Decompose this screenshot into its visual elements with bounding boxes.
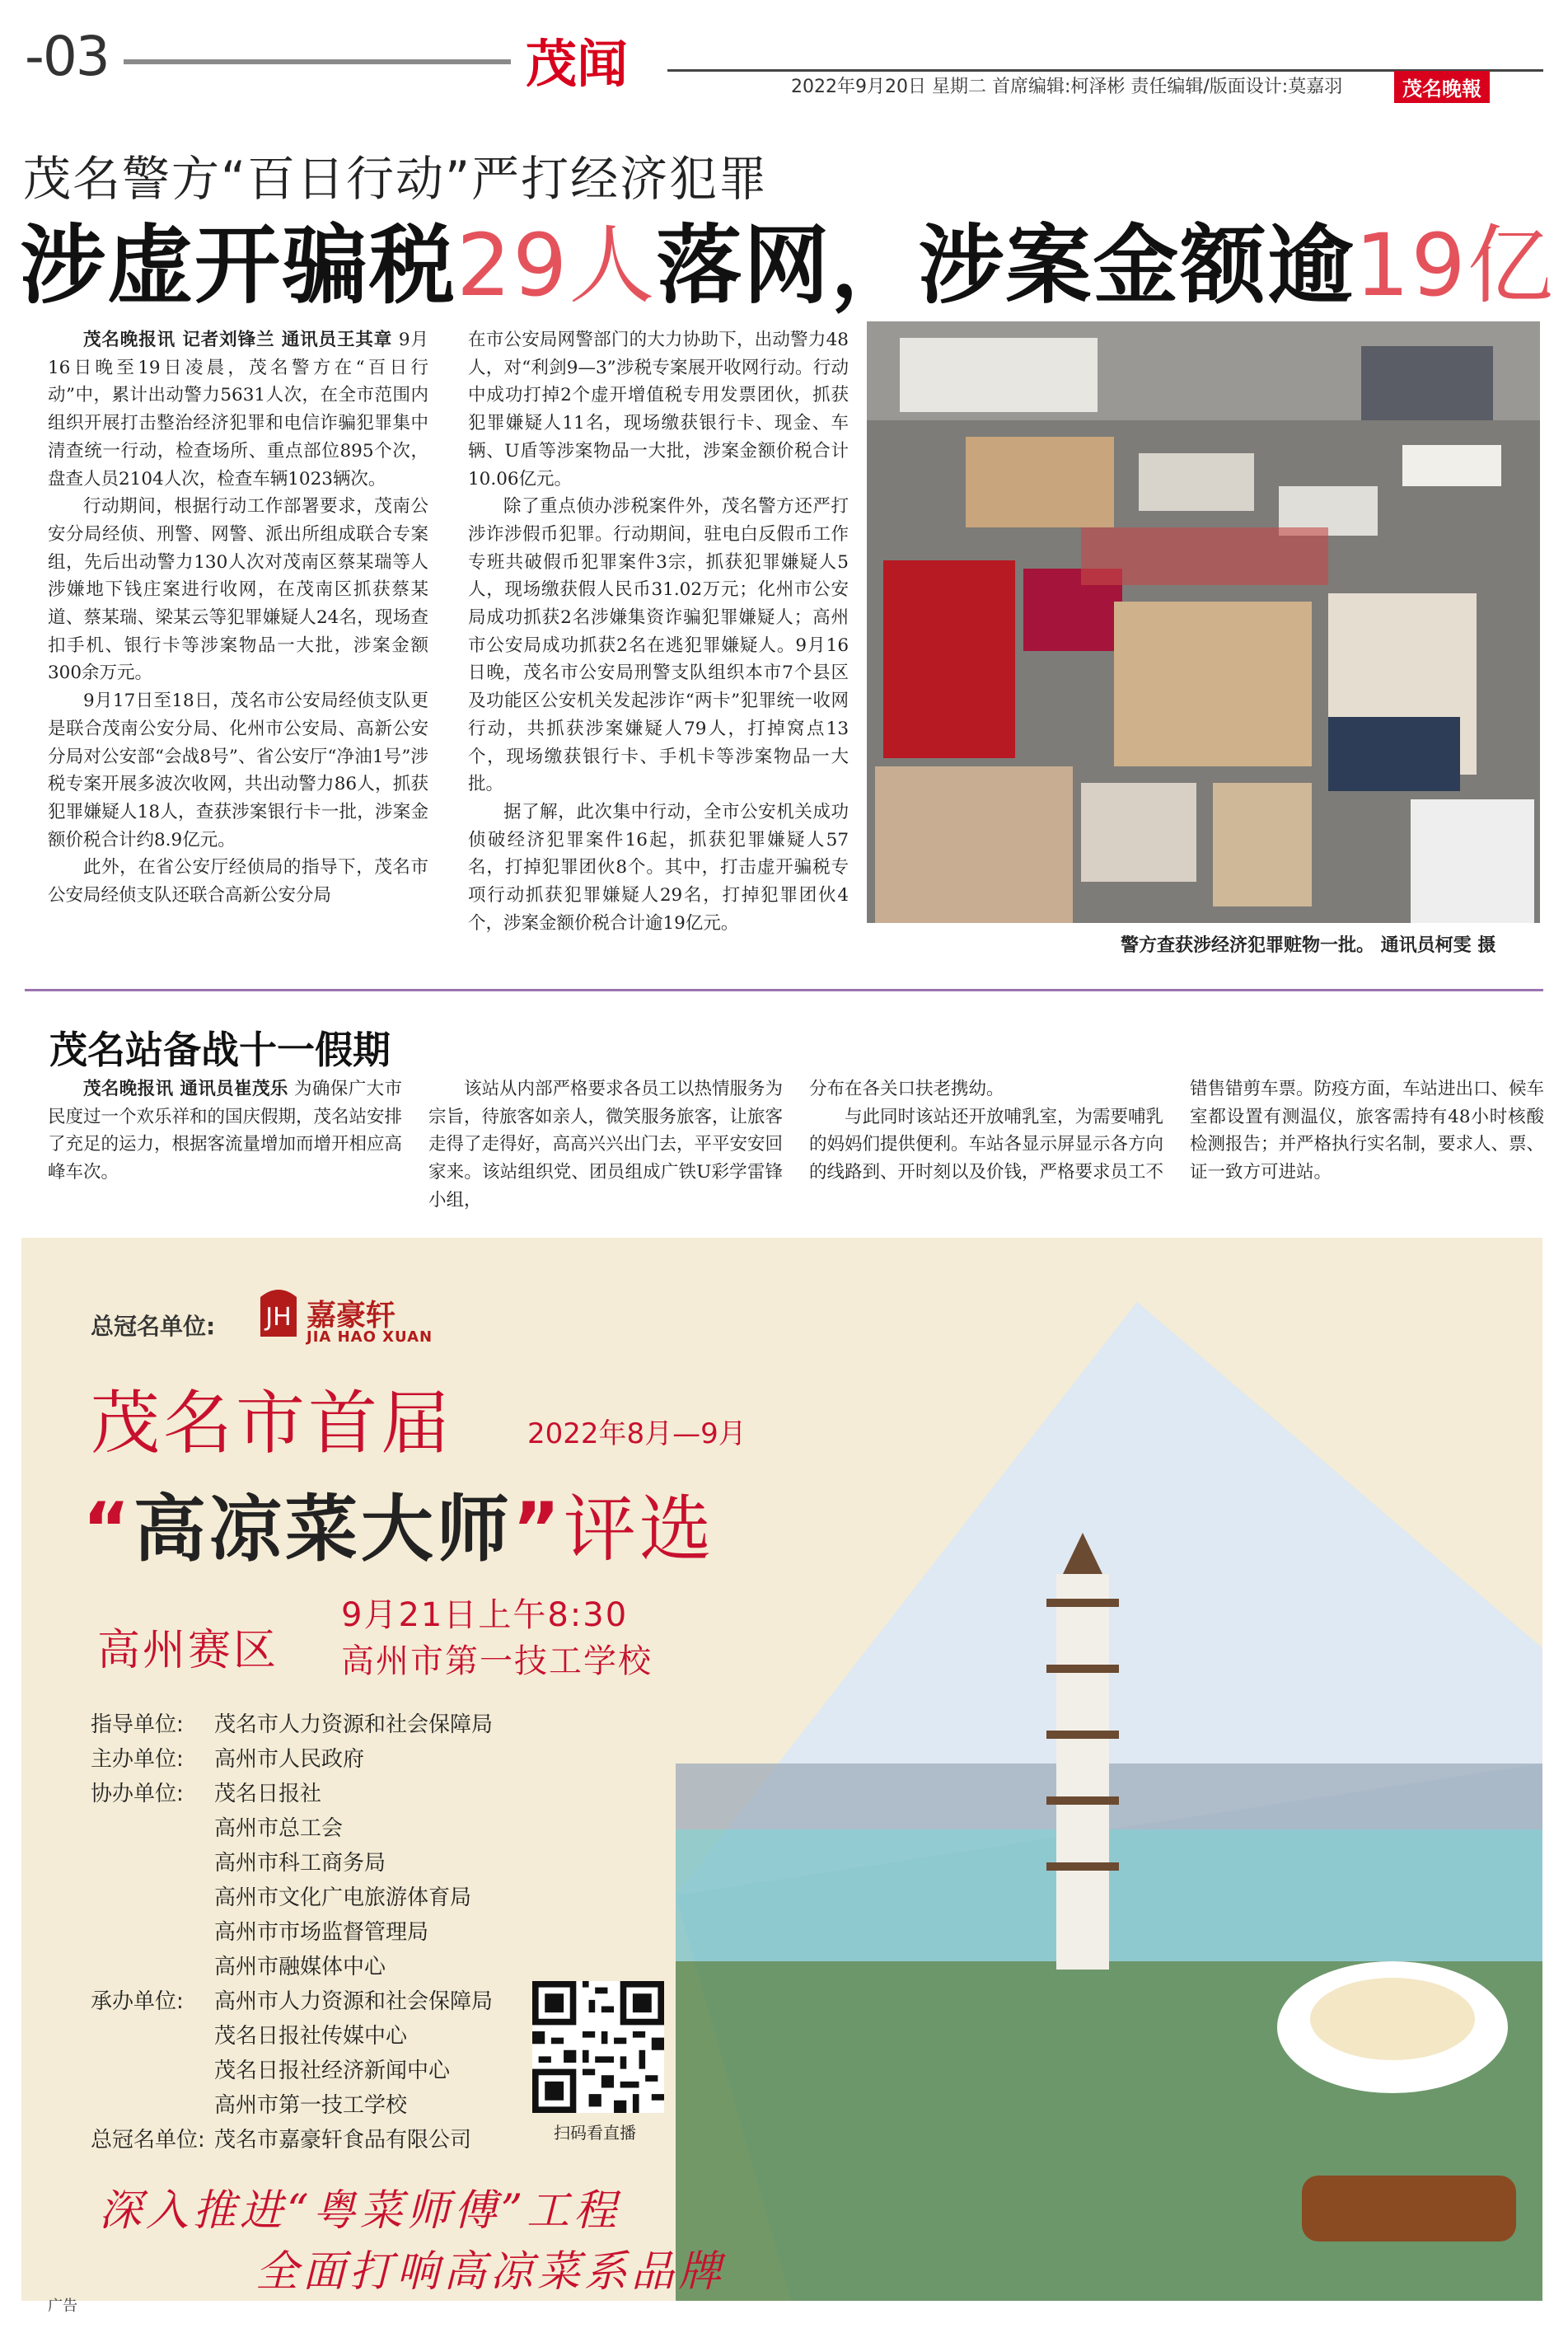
ad-date-range: 2022年8月—9月 bbox=[527, 1417, 747, 1450]
ad-slogan-1: 深入推进“粤菜师傅”工程 bbox=[99, 2186, 621, 2236]
ad-sponsor-label: 总冠名单位: bbox=[91, 1313, 216, 1340]
organizer-value: 茂名市嘉豪轩食品有限公司 bbox=[214, 2128, 472, 2152]
ad-slogan-2: 全面打响高凉菜系品牌 bbox=[255, 2247, 726, 2297]
organizer-value: 高州市总工会 bbox=[214, 1816, 344, 1841]
organizer-row bbox=[91, 1707, 493, 1742]
open-quote: “ bbox=[82, 1487, 133, 1572]
ad-area: 高州赛区 bbox=[97, 1626, 279, 1675]
ad-venue: 高州市第一技工学校 bbox=[341, 1642, 653, 1680]
paragraph-text: 9月16日晚至19日凌晨，茂名警方在“百日行动”中，累计出动警力5631人次，在全市范围内组织开展打击整治经济犯罪和电信诈骗犯罪集中清查统一行动，检查场所、重点部位895个次，盘查人员2104人次，检查车辆1023辆次。 bbox=[48, 330, 428, 489]
ad-title-line1: 茂名市首届 bbox=[91, 1383, 454, 1464]
header-rule bbox=[124, 59, 511, 64]
paragraph-text: 为确保广大市民度过一个欢乐祥和的国庆假期，茂名站安排了充足的运力，根据客流量增加而增开相应高峰车次。 bbox=[48, 1079, 403, 1183]
paragraph: 9月17日至18日，茂名市公安局经侦支队更是联合茂南公安分局、化州市公安局、高新公安分局对公安部“会战8号”、省公安厅“净油1号”涉税专案开展多波次收网，共出动警力86人，抓获犯罪嫌疑人18人，查获涉案银行卡一批，涉案金额价税合计约8.9亿元。 bbox=[48, 691, 428, 850]
ad-label: 广告 bbox=[48, 2298, 77, 2315]
headline-part-2: 29人 bbox=[456, 215, 657, 316]
paragraph: 据了解，此次集中行动，全市公安机关成功侦破经济犯罪案件16起，抓获犯罪嫌疑人57名，打掉犯罪团伙8个。其中，打击虚开骗税专项行动抓获犯罪嫌疑人29名，打掉犯罪团伙4个，涉案金额价税合计逾19亿元。 bbox=[468, 801, 849, 934]
qr-code-icon[interactable] bbox=[532, 1981, 664, 2113]
paragraph bbox=[48, 1075, 402, 1187]
paragraph bbox=[48, 326, 428, 493]
evidence-photo bbox=[867, 321, 1540, 923]
organizer-label: 总冠名单位: bbox=[91, 2128, 205, 2152]
evidence-photo-image bbox=[867, 321, 1540, 923]
ad-title-line2 bbox=[82, 1472, 715, 1576]
organizer-value: 高州市市场监督管理局 bbox=[214, 1920, 429, 1945]
organizer-label: 协办单位: bbox=[91, 1782, 184, 1806]
organizer-row bbox=[91, 1984, 493, 2019]
header-info: 2022年9月20日 星期二 首席编辑:柯泽彬 责任编辑/版面设计:莫嘉羽 bbox=[791, 77, 1343, 97]
article2-column-1 bbox=[48, 1075, 402, 1187]
close-quote: ” bbox=[512, 1487, 564, 1572]
qr-caption: 扫码看直播 bbox=[554, 2123, 636, 2143]
organizer-row bbox=[91, 1811, 493, 1846]
paragraph: 错售错剪车票。防疫方面，车站进出口、候车室都设置有测温仪，旅客需持有48小时核酸检测报告；并严格执行实名制，要求人、票、证一致方可进站。 bbox=[1190, 1079, 1545, 1183]
paragraph: 除了重点侦办涉税案件外，茂名警方还严打涉诈涉假币犯罪。行动期间，驻电白反假币工作专班共破假币犯罪案件3宗，抓获犯罪嫌疑人5人，现场缴获假人民币31.02万元；化州市公安局成功抓获2名涉嫌集资诈骗犯罪嫌疑人；高州市公安局成功抓获2名在逃犯罪嫌疑人。9月16日晚，茂名市公安局刑警支队组织本市7个县区及功能区公安机关发起涉诈“两卡”犯罪统一收网行动，共抓获涉案嫌疑人79人，打掉窝点13个，现场缴获银行卡、手机卡等涉案物品一大批。 bbox=[468, 496, 849, 795]
paragraph: 此外，在省公安厅经侦局的指导下，茂名市公安局经侦支队还联合高新公安分局 bbox=[48, 857, 428, 906]
organizer-value: 高州市人力资源和社会保障局 bbox=[214, 1989, 494, 2014]
article1-column-2 bbox=[468, 326, 849, 937]
paragraph: 该站从内部严格要求各员工以热情服务为宗旨，待旅客如亲人，微笑服务旅客，让旅客走得了走得好，高高兴兴出门去，平平安安回家来。该站组织党、团员组成广铁U彩学雷锋小组， bbox=[428, 1079, 784, 1211]
organizer-value: 茂名日报社传媒中心 bbox=[214, 2024, 408, 2049]
paragraph: 行动期间，根据行动工作部署要求，茂南公安分局经侦、刑警、网警、派出所组成联合专案组，先后出动警力130人次对茂南区蔡某瑞等人涉嫌地下钱庄案进行收网，在茂南区抓获蔡某道、蔡某瑞、梁某云等犯罪嫌疑人24名，现场查扣手机、银行卡等涉案物品一大批，涉案金额300余万元。 bbox=[48, 496, 428, 684]
byline: 茂名晚报讯 通讯员崔茂乐 bbox=[83, 1079, 288, 1099]
organizer-value: 高州市科工商务局 bbox=[214, 1851, 386, 1876]
headline-part-4: 19亿 bbox=[1355, 215, 1555, 316]
article2-column-2 bbox=[428, 1075, 783, 1215]
organizer-row bbox=[91, 2054, 493, 2088]
paper-logo: 茂名晚報 bbox=[1394, 71, 1490, 103]
organizer-row bbox=[91, 2019, 493, 2054]
organizer-row bbox=[91, 1950, 493, 1984]
organizer-row bbox=[91, 2123, 493, 2157]
organizer-row bbox=[91, 1742, 493, 1777]
ad-scenery-illustration bbox=[676, 1302, 1542, 2301]
organizer-value: 茂名日报社经济新闻中心 bbox=[214, 2059, 451, 2083]
organizer-value: 高州市融媒体中心 bbox=[214, 1955, 386, 1979]
ad-time: 9月21日上午8:30 bbox=[341, 1596, 629, 1634]
pagoda-icon bbox=[1046, 1533, 1119, 1970]
headline-part-1: 涉虚开骗税 bbox=[20, 215, 457, 316]
article2-headline: 茂名站备战十一假期 bbox=[49, 1028, 391, 1072]
article2-column-3 bbox=[809, 1075, 1163, 1187]
article1-column-1 bbox=[48, 326, 428, 910]
organizer-value: 高州市文化广电旅游体育局 bbox=[214, 1885, 472, 1910]
section-title: 茂闻 bbox=[526, 34, 629, 94]
byline: 茂名晚报讯 记者刘锋兰 通讯员王其章 bbox=[83, 330, 393, 350]
svg-text:JH: JH bbox=[265, 1303, 292, 1332]
organizer-value: 茂名日报社 bbox=[214, 1782, 322, 1806]
organizers-list bbox=[91, 1707, 493, 2157]
organizer-row bbox=[91, 1881, 493, 1915]
page-number: -03 bbox=[25, 25, 109, 88]
photo-caption: 警方查获涉经济犯罪赃物一批。 通讯员柯雯 摄 bbox=[1121, 935, 1496, 956]
organizer-label: 承办单位: bbox=[91, 1989, 184, 2014]
section-divider bbox=[25, 989, 1543, 991]
brand-pinyin: JIA HAO XUAN bbox=[307, 1328, 433, 1346]
organizer-value: 茂名市人力资源和社会保障局 bbox=[214, 1712, 494, 1737]
ad-title-suffix: 评选 bbox=[563, 1487, 715, 1572]
organizer-row bbox=[91, 1915, 493, 1950]
article2-column-4 bbox=[1190, 1075, 1544, 1187]
paragraph: 分布在各关口扶老携幼。 bbox=[809, 1079, 1004, 1099]
brand-name: 嘉豪轩 bbox=[307, 1299, 396, 1333]
organizer-label: 主办单位: bbox=[91, 1747, 184, 1772]
paragraph: 与此同时该站还开放哺乳室，为需要哺乳的妈妈们提供便利。车站各显示屏显示各方向的线路到、开时刻以及价钱，严格要求员工不 bbox=[809, 1106, 1164, 1183]
ad-title-main: 高凉菜大师 bbox=[133, 1487, 513, 1572]
article-kicker: 茂名警方“百日行动”严打经济犯罪 bbox=[23, 151, 769, 207]
organizer-value: 高州市人民政府 bbox=[214, 1747, 365, 1772]
article-headline bbox=[20, 196, 1555, 320]
organizer-value: 高州市第一技工学校 bbox=[214, 2093, 408, 2118]
headline-part-3: 落网，涉案金额逾 bbox=[656, 215, 1355, 316]
paragraph: 在市公安局网警部门的大力协助下，出动警力48人，对“利剑9—3”涉税专案展开收网行动。行动中成功打掉2个虚开增值税专用发票团伙，抓获犯罪嫌疑人11名，现场缴获银行卡、现金、车辆、U盾等涉案物品一大批，涉案金额价税合计10.06亿元。 bbox=[468, 330, 849, 489]
organizer-row bbox=[91, 2088, 493, 2123]
brand-logo-icon bbox=[255, 1282, 302, 1340]
organizer-label: 指导单位: bbox=[91, 1712, 184, 1737]
organizer-row bbox=[91, 1777, 493, 1811]
organizer-row bbox=[91, 1846, 493, 1881]
